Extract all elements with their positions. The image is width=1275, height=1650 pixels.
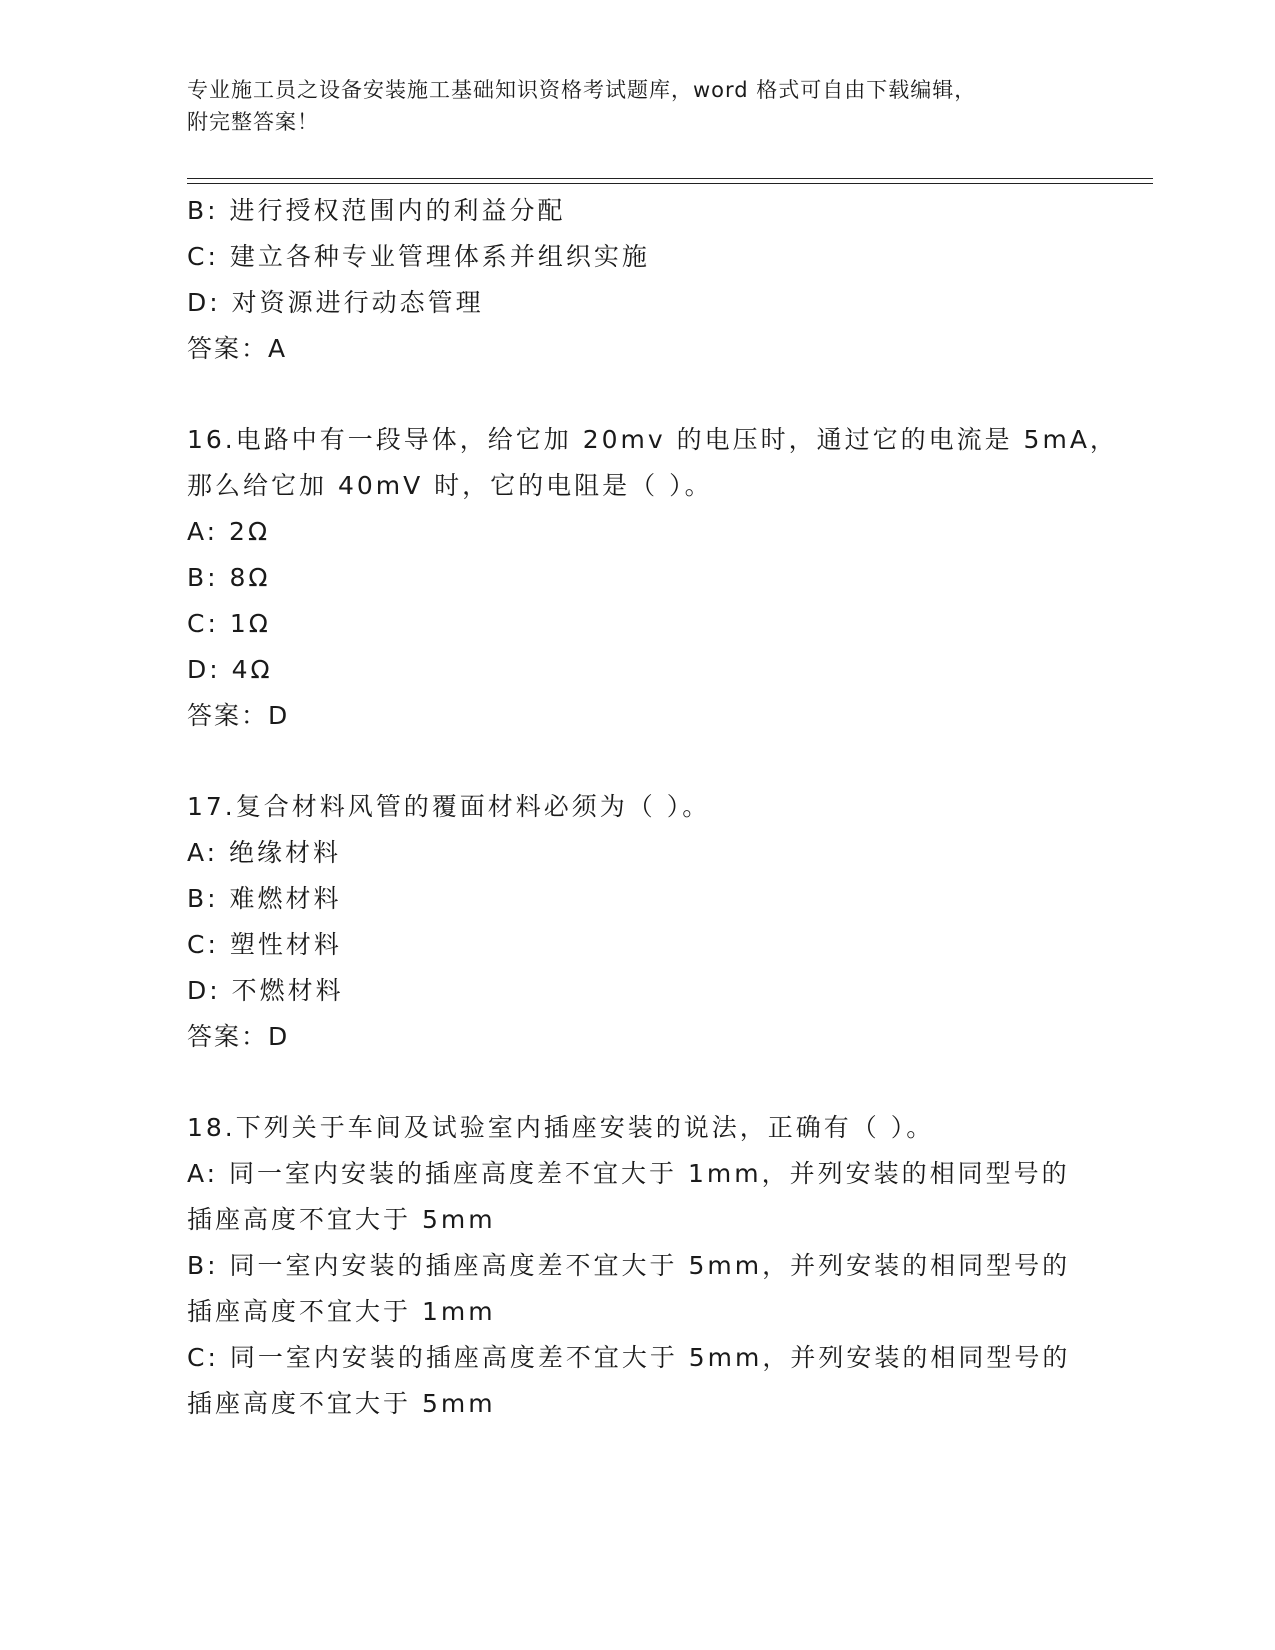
question-content [187, 188, 1118, 1427]
option-b: B: 进行授权范围内的利益分配 [187, 196, 566, 225]
option-d: D: 4Ω [187, 655, 273, 684]
question-text-line: 那么给它加 40mV 时，它的电阻是（ ）。 [187, 471, 713, 500]
question-18 [187, 1105, 1087, 1427]
option-d: D: 不燃材料 [187, 976, 344, 1005]
question-text-line: 17.复合材料风管的覆面材料必须为（ ）。 [187, 792, 711, 821]
answer-line: 答案：D [187, 701, 290, 730]
option-b: B: 8Ω [187, 563, 271, 592]
question-text-line: 18.下列关于车间及试验室内插座安装的说法，正确有（ ）。 [187, 1113, 935, 1142]
option-b: B: 同一室内安装的插座高度差不宜大于 5mm，并列安装的相同型号的 [187, 1251, 1071, 1280]
header-line-1: 专业施工员之设备安装施工基础知识资格考试题库，word 格式可自由下载编辑， [187, 78, 977, 102]
question-16 [187, 417, 1118, 739]
question-continued [187, 188, 1087, 372]
option-a-continued: 插座高度不宜大于 5mm [187, 1205, 496, 1234]
answer-line: 答案：A [187, 334, 288, 363]
option-c: C: 建立各种专业管理体系并组织实施 [187, 242, 650, 271]
option-c: C: 同一室内安装的插座高度差不宜大于 5mm，并列安装的相同型号的 [187, 1343, 1071, 1372]
header-rule-bottom [187, 183, 1153, 184]
option-b: B: 难燃材料 [187, 884, 342, 913]
option-c: C: 塑性材料 [187, 930, 342, 959]
question-text-line: 16.电路中有一段导体，给它加 20mv 的电压时，通过它的电流是 5mA， [187, 425, 1118, 454]
option-c-continued: 插座高度不宜大于 5mm [187, 1389, 496, 1418]
header-rule-top [187, 178, 1153, 179]
header-line-2: 附完整答案！ [187, 110, 319, 134]
option-a: A: 绝缘材料 [187, 838, 342, 867]
option-a: A: 同一室内安装的插座高度差不宜大于 1mm，并列安装的相同型号的 [187, 1159, 1070, 1188]
option-d: D: 对资源进行动态管理 [187, 288, 484, 317]
option-b-continued: 插座高度不宜大于 1mm [187, 1297, 496, 1326]
option-c: C: 1Ω [187, 609, 271, 638]
answer-line: 答案：D [187, 1022, 290, 1051]
document-header [187, 74, 1067, 138]
option-a: A: 2Ω [187, 517, 271, 546]
question-17 [187, 784, 1087, 1060]
